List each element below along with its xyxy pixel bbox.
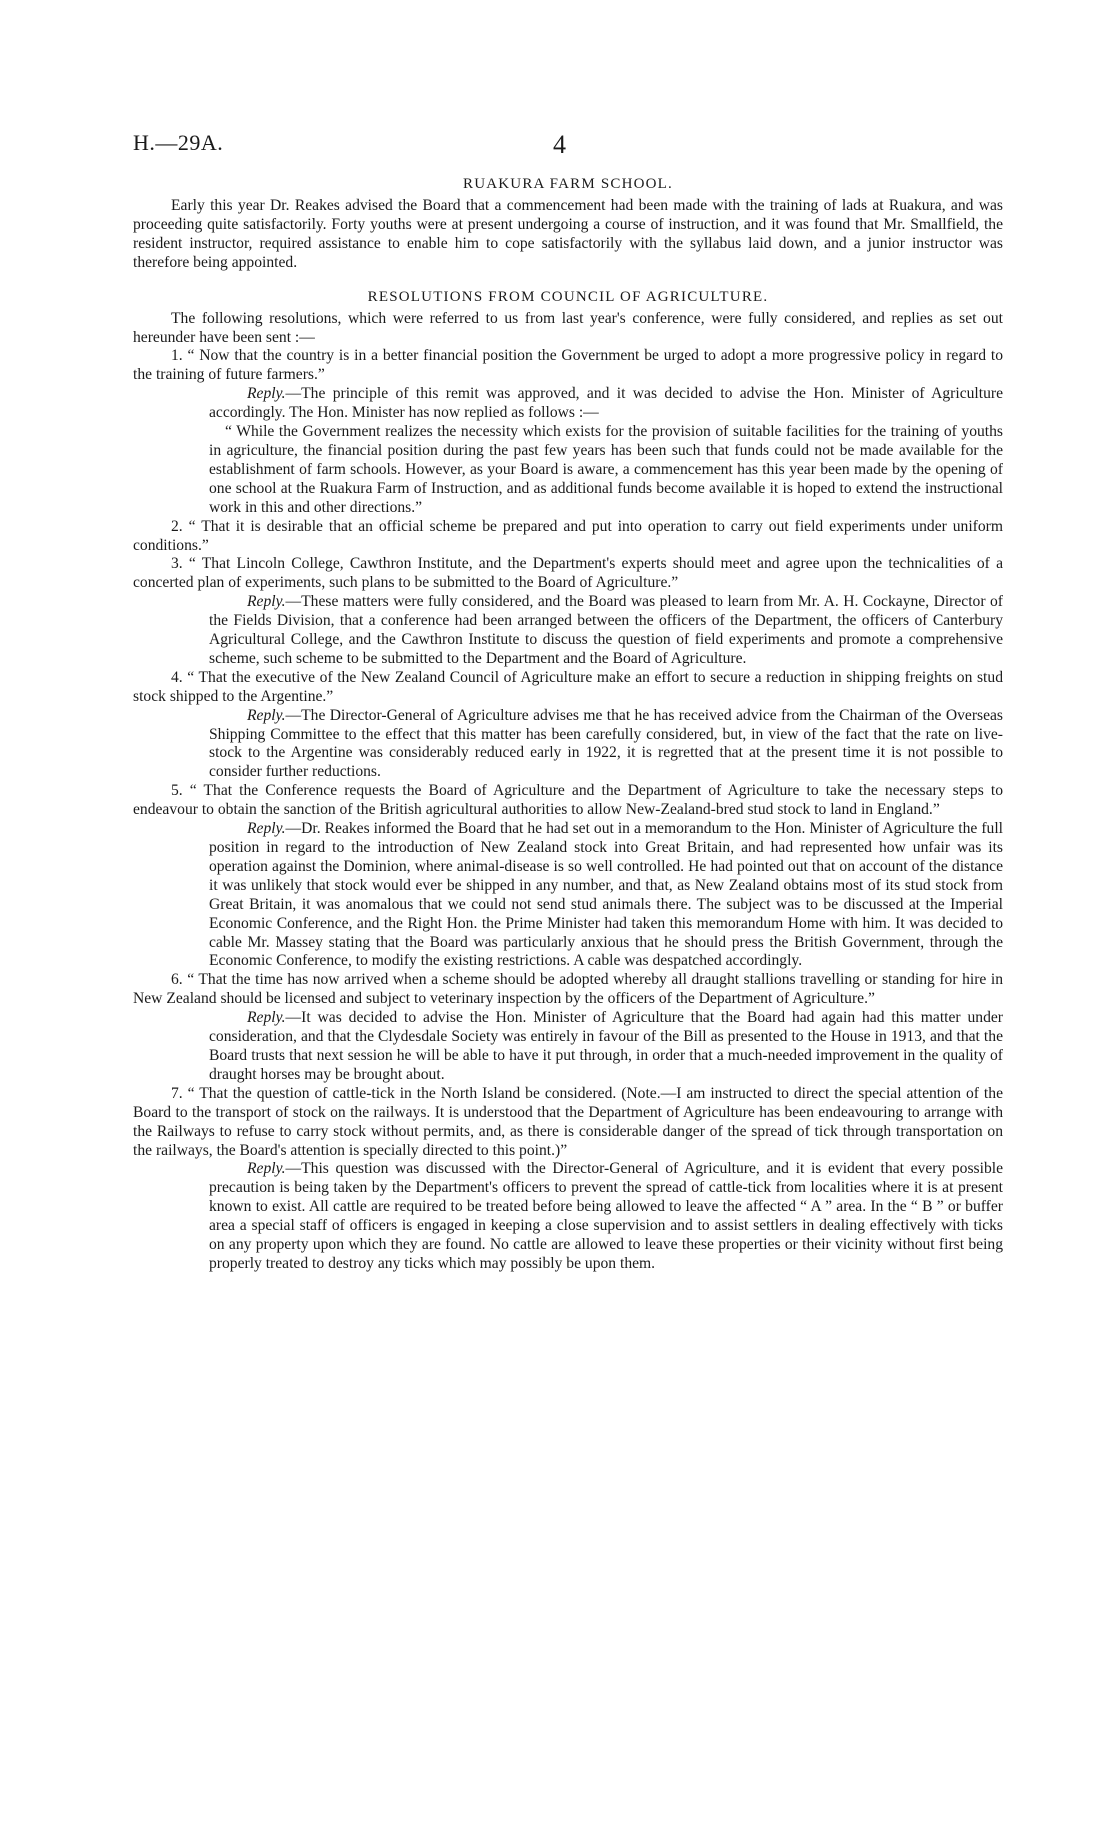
page-header [133,130,1003,164]
reply-5 [209,820,1003,971]
reply-6 [209,1009,1003,1085]
page-number: 4 [553,130,566,159]
resolution-6: 6. “ That the time has now arrived when a scheme should be adopted whereby all draught stallions travelling or standing for hire in New Zealand should be licensed and subject to veterinary inspection by the officers of the Department of Agriculture.” [133,971,1003,1008]
minister-quote: “ While the Government realizes the necessity which exists for the provision of suitable facilities for the training of youths in agriculture, the financial position during the past few years has been such that funds could not be made available for the establishment of farm schools. However, as your Board is aware, a commencement has this year been made by the opening of one school at the Ruakura Farm of Instruction, and as additional funds become available it is hoped to extend the instructional work in this and other directions.” [209,423,1003,516]
section-heading-resolutions: RESOLUTIONS FROM COUNCIL OF AGRICULTURE. [367,288,769,305]
reply-label: Reply. [247,706,286,724]
reply-label: Reply. [247,1009,286,1027]
resolutions-intro: The following resolutions, which were referred to us from last year's conference, were fully considered, and replies as set out hereunder have been sent :— [133,309,1003,346]
reply-1 [209,385,1003,423]
document-reference: H.—29A. [133,130,224,155]
reply-label: Reply. [247,593,286,611]
reply-4-text: —The Director-General of Agriculture advises me that he has received advice from the Chairman of the Overseas Shipping Committee to the effect that this matter has been carefully considered, but, in view of the fact that the rate on live-stock to the Argentine was considerably reduced early in 1922, it is regretted that at the present time it is not possible to consider further reductions. [209,706,1003,781]
resolution-5: 5. “ That the Conference requests the Board of Agriculture and the Department of Agriculture to take the necessary steps to endeavour to obtain the sanction of the British agricultural authorities to allow New-Zealand-bred stud stock to land in England.” [133,782,1003,819]
reply-label: Reply. [247,385,286,403]
reply-label: Reply. [247,1160,286,1178]
resolution-3: 3. “ That Lincoln College, Cawthron Institute, and the Department's experts should meet and agree upon the technicalities of a concerted plan of experiments, such plans to be submitted to the Board of Agriculture.” [133,555,1003,592]
reply-7 [209,1160,1003,1273]
reply-3-text: —These matters were fully considered, and the Board was pleased to learn from Mr. A. H. Cockayne, Director of the Fields Division, that a conference had been arranged between the officers of the Department, the officers of Canterbury Agricultural College, and the Cawthron Institute to discuss the question of field experiments and promote a comprehensive scheme, such scheme to be submitted to the Department and the Board of Agriculture. [209,593,1003,667]
reply-7-text: —This question was discussed with the Director-General of Agriculture, and it is evident that every possible precaution is being taken by the Department's officers to prevent the spread of cattle-tick from localities where it is at present known to exist. All cattle are required to be treated before being allowed to leave the affected “ A ” area. In the “ B ” or buffer area a special staff of officers is engaged in keeping a close supervision and to assist settlers in dealing effectively with ticks on any property upon which they are found. No cattle are allowed to leave these properties or their vicinity without first being properly treated to destroy any ticks which may possibly be upon them. [209,1160,1003,1272]
resolution-1: 1. “ Now that the country is in a better financial position the Government be urged to adopt a more progressive policy in regard to the training of future farmers.” [133,347,1003,384]
reply-4 [209,707,1003,783]
reply-3 [209,593,1003,669]
reply-5-text: —Dr. Reakes informed the Board that he had set out in a memorandum to the Hon. Minister of Agriculture the full position in regard to the introduction of New Zealand stock into Great Britain, and had represented how unfair was its operation against the Dominion, where animal-disease is so well controlled. He had pointed out that on account of the distance it was unlikely that stock would ever be shipped in any number, and that, as New Zealand obtains most of its stud stock from Great Britain, it was anomalous that we could not send stud animals there. The subject was to be discussed at the Imperial Economic Conference, and the Right Hon. the Prime Minister had taken this memorandum Home with him. It was decided to cable Mr. Massey stating that the Board was particularly anxious that he should press the British Government, through the Economic Conference, to modify the existing restrictions. A cable was despatched accordingly. [209,820,1003,970]
reply-1-text: —The principle of this remit was approved, and it was decided to advise the Hon. Minister of Agriculture accordingly. The Hon. Minister has now replied as follows :— [209,385,1003,422]
reply-6-text: —It was decided to advise the Hon. Minister of Agriculture that the Board had again had this matter under consideration, and that the Clydesdale Society was entirely in favour of the Bill as presented to the House in 1913, and that the Board trusts that next session he will be able to have it put through, in order that a much-needed improvement in the quality of draught horses may be brought about. [209,1009,1003,1083]
resolution-2: 2. “ That it is desirable that an official scheme be prepared and put into operation to carry out field experiments under uniform conditions.” [133,517,1003,554]
ruakura-paragraph: Early this year Dr. Reakes advised the Board that a commencement had been made with the training of lads at Ruakura, and was proceeding quite satisfactorily. Forty youths were at present undergoing a course of instruction, and it was found that Mr. Smallfield, the resident instructor, required assistance to enable him to cope satisfactorily with the syllabus laid down, and a junior instructor was therefore being appointed. [133,197,1003,271]
resolution-4: 4. “ That the executive of the New Zealand Council of Agriculture make an effort to secure a reduction in shipping freights on stud stock shipped to the Argentine.” [133,668,1003,705]
resolution-7: 7. “ That the question of cattle-tick in the North Island be considered. (Note.—I am instructed to direct the special attention of the Board to the transport of stock on the railways. It is understood that the Department of Agriculture has been endeavouring to arrange with the Railways to refuse to carry stock without permits, and, as there is considerable danger of the spread of tick through transportation on the railways, the Board's attention is specially directed to this point.)” [133,1084,1003,1159]
reply-label: Reply. [247,820,286,838]
section-heading-ruakura: RUAKURA FARM SCHOOL. [462,176,673,192]
document-page [133,130,1003,1274]
